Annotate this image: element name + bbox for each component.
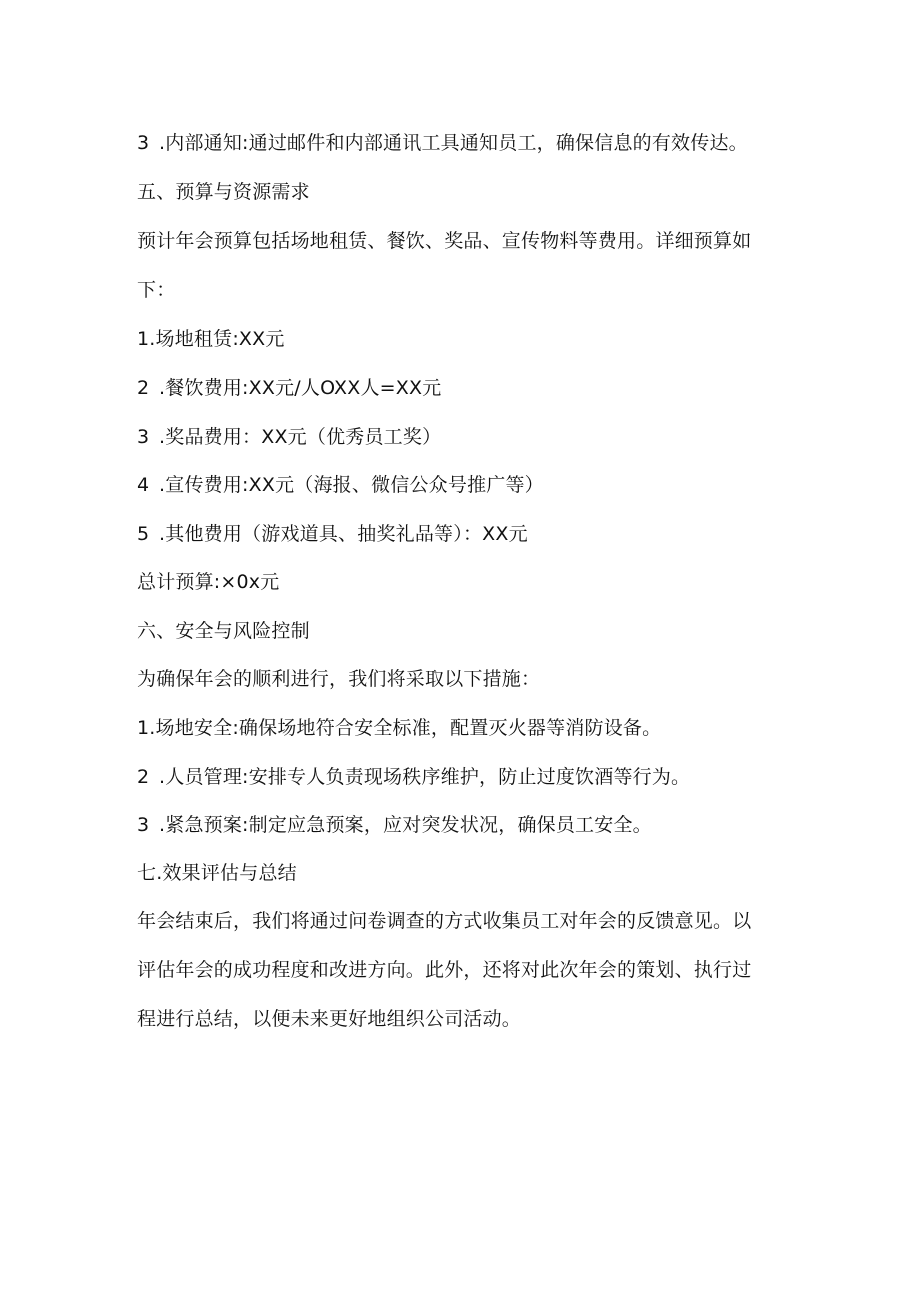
- safety-item-venue: 1.场地安全:确保场地符合安全标准，配置灭火器等消防设备。: [137, 717, 662, 739]
- section-heading-budget: 五、预算与资源需求: [137, 181, 310, 203]
- budget-item-promotion: [137, 473, 797, 497]
- paragraph-line: 程进行总结，以便未来更好地组织公司活动。: [137, 1008, 522, 1030]
- section-heading-evaluation: 七.效果评估与总结: [137, 862, 297, 884]
- budget-item-prizes: [137, 425, 797, 449]
- budget-item-catering: [137, 376, 797, 400]
- item-text: .内部通知:通过邮件和内部通讯工具通知员工，确保信息的有效传达。: [159, 132, 748, 154]
- item-text: .人员管理:安排专人负责现场秩序维护，防止过度饮酒等行为。: [159, 766, 691, 788]
- internal-notice-item: [137, 131, 797, 155]
- item-number: 3: [137, 426, 150, 448]
- item-number: 2: [137, 766, 150, 788]
- item-number: 5: [137, 523, 150, 545]
- item-number: 3: [137, 132, 150, 154]
- item-text: .宣传费用:XX元（海报、微信公众号推广等）: [159, 474, 544, 496]
- section-heading-safety: 六、安全与风险控制: [137, 620, 310, 642]
- item-text: .其他费用（游戏道具、抽奖礼品等）：XX元: [159, 523, 528, 545]
- paragraph-line: 年会结束后，我们将通过问卷调查的方式收集员工对年会的反馈意见。以: [137, 910, 752, 932]
- item-number: 4: [137, 474, 150, 496]
- paragraph-line: 下：: [137, 279, 176, 301]
- budget-total: 总计预算:×0x元: [137, 571, 280, 593]
- budget-item-venue: 1.场地租赁:XX元: [137, 328, 285, 350]
- paragraph-line: 预计年会预算包括场地租赁、餐饮、奖品、宣传物料等费用。详细预算如: [137, 230, 752, 252]
- item-text: .餐饮费用:XX元/人OXX人=XX元: [159, 377, 442, 399]
- paragraph-line: 为确保年会的顺利进行，我们将采取以下措施：: [137, 668, 541, 690]
- budget-item-other: [137, 522, 797, 546]
- safety-item-staff: [137, 765, 797, 789]
- item-number: 3: [137, 814, 150, 836]
- item-text: .奖品费用：XX元（优秀员工奖）: [159, 426, 442, 448]
- paragraph-line: 评估年会的成功程度和改进方向。此外，还将对此次年会的策划、执行过: [137, 959, 752, 981]
- item-text: .紧急预案:制定应急预案，应对突发状况，确保员工安全。: [159, 814, 652, 836]
- item-number: 2: [137, 377, 150, 399]
- safety-item-emergency: [137, 813, 797, 837]
